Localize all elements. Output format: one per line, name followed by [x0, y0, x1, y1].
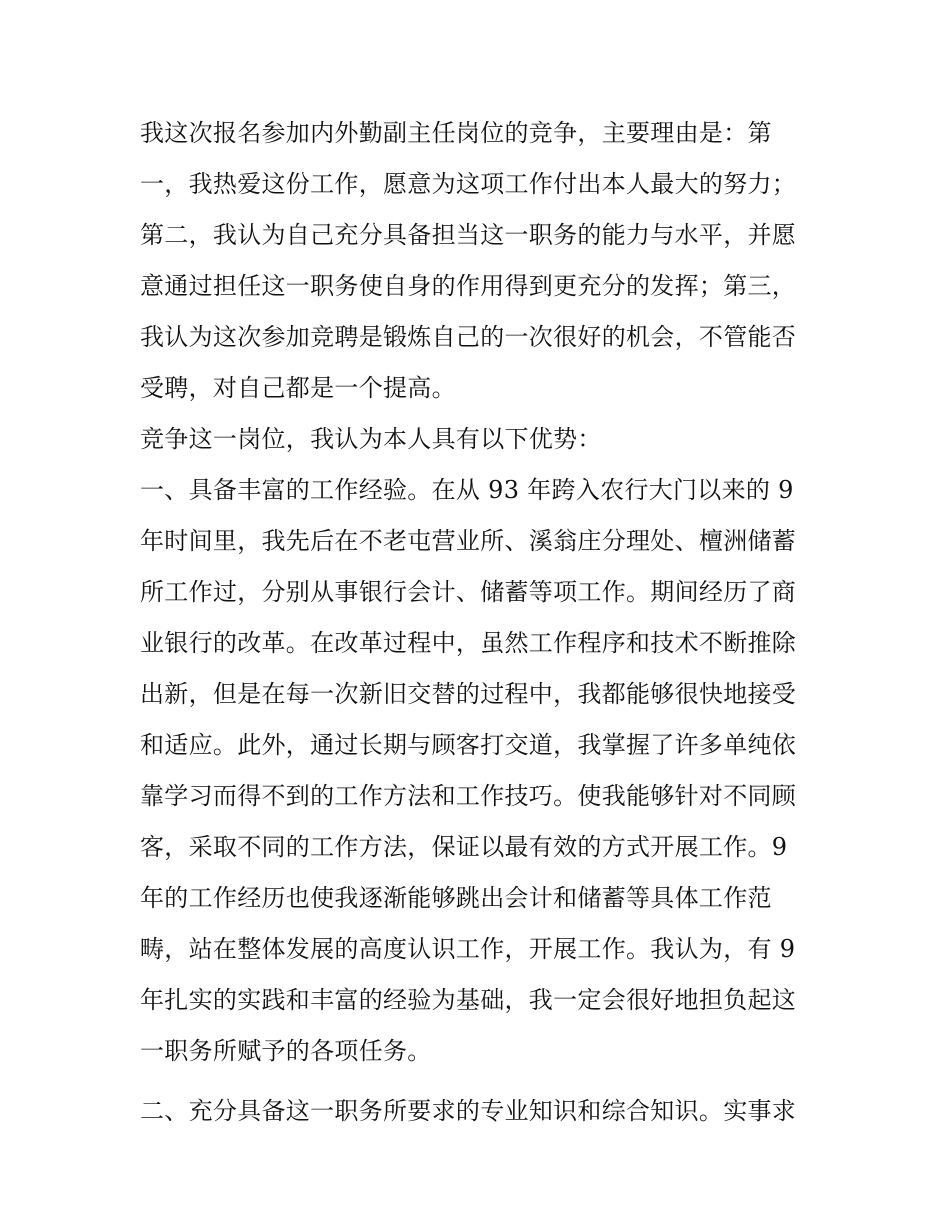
text-line: 和适应。此外，通过长期与顾客打交道，我掌握了许多单纯依 [140, 731, 797, 759]
document-body [140, 108, 820, 1137]
text-line: 一职务所赋予的各项任务。 [140, 1037, 432, 1065]
text-line: 受聘，对自己都是一个提高。 [140, 374, 456, 402]
text-line: 意通过担任这一职务使自身的作用得到更充分的发挥；第三， [140, 272, 797, 300]
text-line: 第二，我认为自己充分具备担当这一职务的能力与水平，并愿 [140, 221, 797, 249]
text-line: 业银行的改革。在改革过程中，虽然工作程序和技术不断推除 [140, 629, 797, 657]
paragraph-gap [140, 1077, 820, 1086]
text-line: 客，采取不同的工作方法，保证以最有效的方式开展工作。9 [140, 833, 788, 861]
text-line: 出新，但是在每一次新旧交替的过程中，我都能够很快地接受 [140, 680, 797, 708]
text-line: 畴，站在整体发展的高度认识工作，开展工作。我认为，有 9 [140, 935, 796, 963]
text-line: 年扎实的实践和丰富的经验为基础，我一定会很好地担负起这 [140, 986, 797, 1014]
text-line: 所工作过，分别从事银行会计、储蓄等项工作。期间经历了商 [140, 578, 797, 606]
text-line: 年的工作经历也使我逐渐能够跳出会计和储蓄等具体工作范 [140, 884, 772, 912]
text-line: 竞争这一岗位，我认为本人具有以下优势： [140, 425, 602, 453]
text-line: 一、具备丰富的工作经验。在从 93 年跨入农行大门以来的 9 [140, 476, 794, 504]
text-line: 一，我热爱这份工作，愿意为这项工作付出本人最大的努力； [140, 170, 797, 198]
text-line: 二、充分具备这一职务所要求的专业知识和综合知识。实事求 [140, 1097, 797, 1125]
text-line: 我这次报名参加内外勤副主任岗位的竞争，主要理由是：第 [140, 119, 772, 147]
text-line: 我认为这次参加竞聘是锻炼自己的一次很好的机会，不管能否 [140, 323, 797, 351]
text-line: 靠学习而得不到的工作方法和工作技巧。使我能够针对不同顾 [140, 782, 797, 810]
text-line: 年时间里，我先后在不老屯营业所、溪翁庄分理处、檀洲储蓄 [140, 527, 797, 555]
